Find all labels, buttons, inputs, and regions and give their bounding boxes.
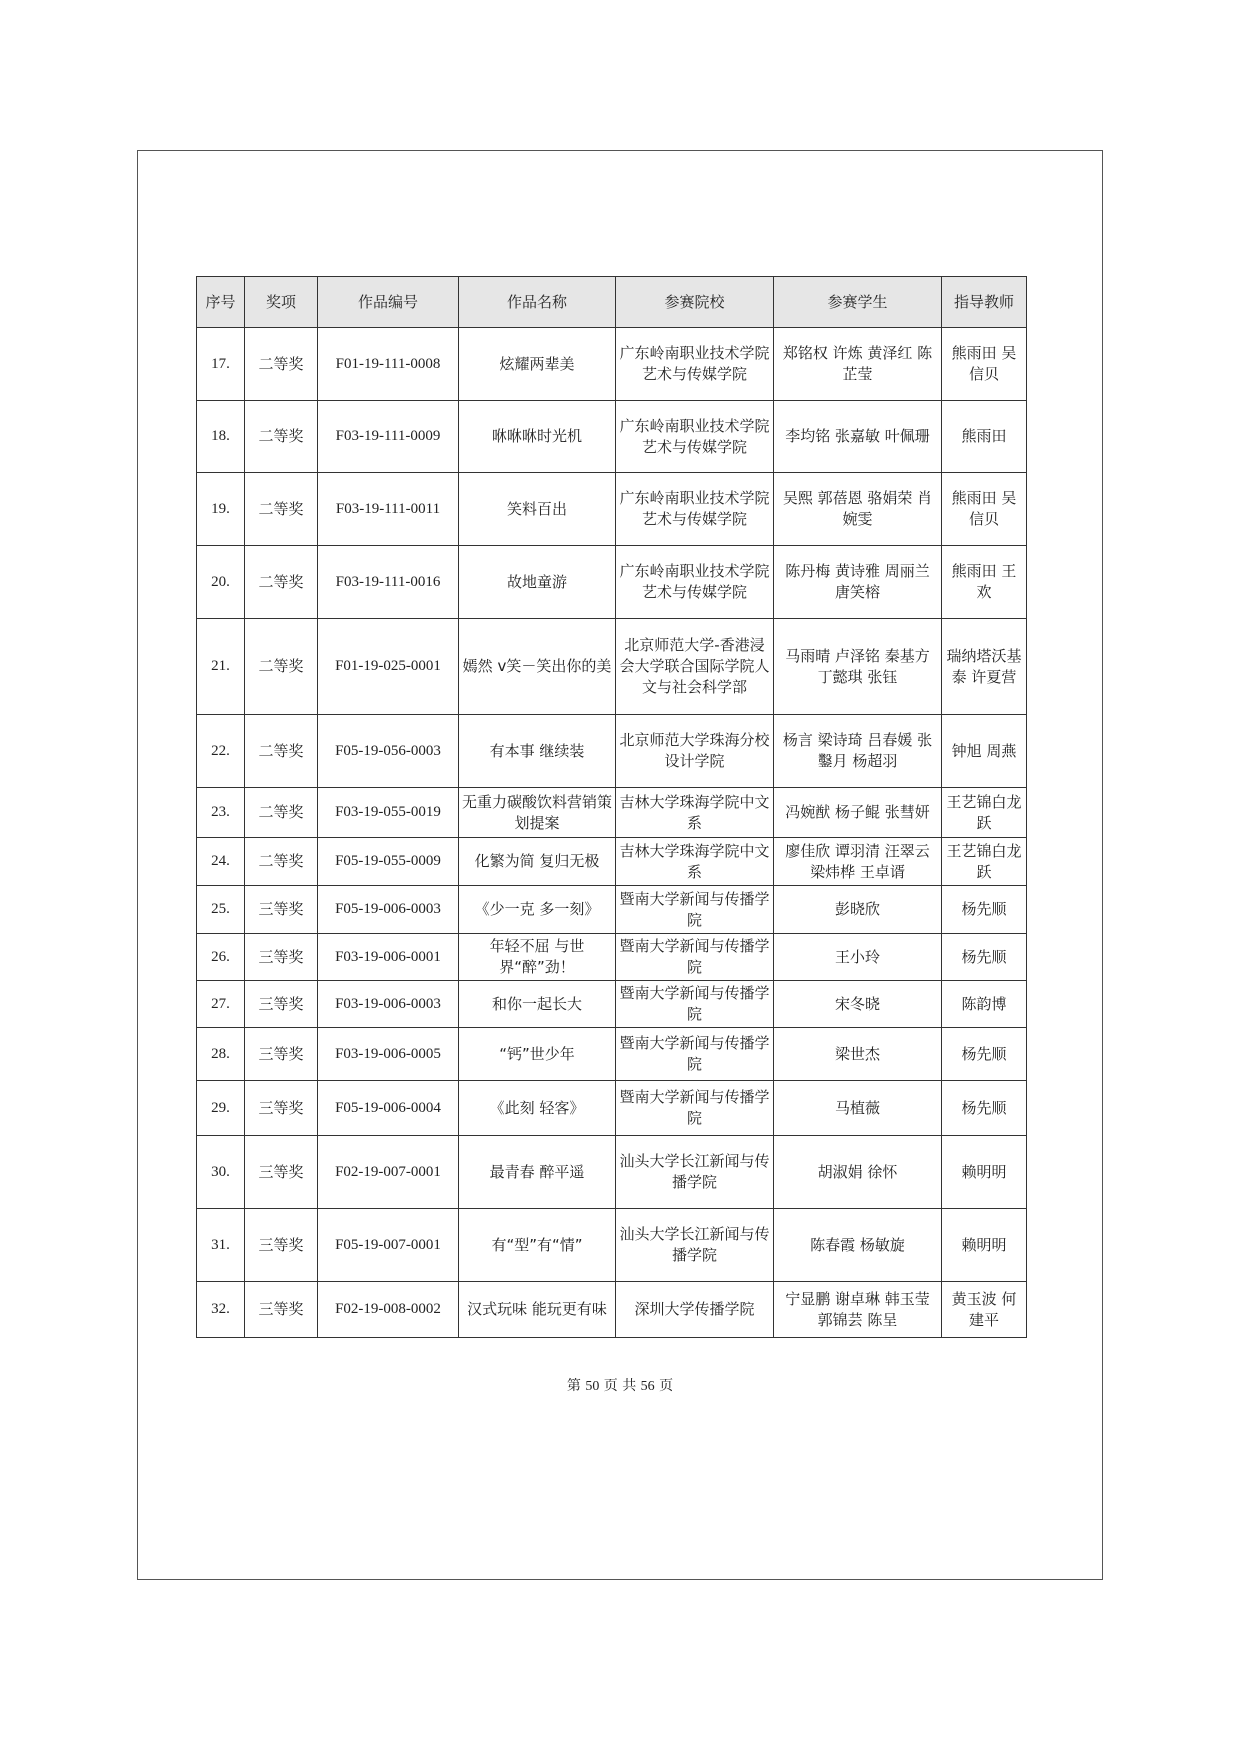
row-students: 宁显鹏 谢卓琳 韩玉莹 郭锦芸 陈呈: [774, 1282, 942, 1338]
row-teacher: 杨先顺: [942, 1081, 1027, 1136]
row-students: 冯婉猷 杨子鲲 张彗妍: [774, 788, 942, 838]
row-award: 三等奖: [245, 1028, 318, 1081]
row-teacher: 熊雨田 吴信贝: [942, 328, 1027, 401]
row-index: 23.: [197, 788, 245, 838]
row-students: 杨言 梁诗琦 吕春媛 张鑿月 杨超羽: [774, 715, 942, 788]
row-code: F03-19-006-0003: [318, 981, 459, 1028]
row-index: 27.: [197, 981, 245, 1028]
awards-table: [196, 276, 1027, 1338]
row-code: F05-19-055-0009: [318, 838, 459, 886]
row-index: 29.: [197, 1081, 245, 1136]
row-index: 18.: [197, 401, 245, 473]
row-award: 三等奖: [245, 1209, 318, 1282]
row-index: 32.: [197, 1282, 245, 1338]
row-title: 有“型”有“情”: [459, 1209, 616, 1282]
table-row: [197, 546, 1027, 619]
table-row: [197, 981, 1027, 1028]
row-students: 马雨晴 卢泽铭 秦基方 丁懿琪 张钰: [774, 619, 942, 715]
row-school: 广东岭南职业技术学院艺术与传媒学院: [616, 546, 774, 619]
header-code: 作品编号: [318, 277, 459, 328]
row-school: 暨南大学新闻与传播学院: [616, 1081, 774, 1136]
row-code: F05-19-006-0003: [318, 886, 459, 934]
row-school: 深圳大学传播学院: [616, 1282, 774, 1338]
row-code: F01-19-111-0008: [318, 328, 459, 401]
footer-total-pages: 56: [640, 1379, 655, 1394]
row-index: 25.: [197, 886, 245, 934]
header-title: 作品名称: [459, 277, 616, 328]
row-index: 21.: [197, 619, 245, 715]
row-school: 暨南大学新闻与传播学院: [616, 886, 774, 934]
row-code: F03-19-055-0019: [318, 788, 459, 838]
row-teacher: 熊雨田: [942, 401, 1027, 473]
row-title: 汉式玩味 能玩更有味: [459, 1282, 616, 1338]
row-school: 北京师范大学珠海分校设计学院: [616, 715, 774, 788]
row-code: F02-19-007-0001: [318, 1136, 459, 1209]
row-title: 有本事 继续装: [459, 715, 616, 788]
row-index: 26.: [197, 934, 245, 981]
table-row: [197, 1028, 1027, 1081]
row-index: 22.: [197, 715, 245, 788]
row-code: F05-19-006-0004: [318, 1081, 459, 1136]
row-students: 梁世杰: [774, 1028, 942, 1081]
row-students: 陈春霞 杨敏旋: [774, 1209, 942, 1282]
row-teacher: 杨先顺: [942, 1028, 1027, 1081]
row-title: 炫耀两辈美: [459, 328, 616, 401]
row-code: F03-19-006-0005: [318, 1028, 459, 1081]
row-teacher: 王艺锦白龙跃: [942, 788, 1027, 838]
table-row: [197, 715, 1027, 788]
row-school: 暨南大学新闻与传播学院: [616, 981, 774, 1028]
table-row: [197, 788, 1027, 838]
row-code: F03-19-006-0001: [318, 934, 459, 981]
table-row: [197, 934, 1027, 981]
row-teacher: 陈韵博: [942, 981, 1027, 1028]
row-teacher: 熊雨田 王欢: [942, 546, 1027, 619]
row-students: 陈丹梅 黄诗雅 周丽兰 唐笑榕: [774, 546, 942, 619]
row-title: 年轻不屈 与世界“醉”劲！: [459, 934, 616, 981]
row-code: F03-19-111-0016: [318, 546, 459, 619]
row-award: 二等奖: [245, 715, 318, 788]
row-award: 二等奖: [245, 838, 318, 886]
row-teacher: 赖明明: [942, 1136, 1027, 1209]
row-teacher: 王艺锦白龙跃: [942, 838, 1027, 886]
row-title: 无重力碳酸饮料营销策划提案: [459, 788, 616, 838]
row-students: 胡淑娟 徐怀: [774, 1136, 942, 1209]
row-code: F05-19-007-0001: [318, 1209, 459, 1282]
row-teacher: 钟旭 周燕: [942, 715, 1027, 788]
header-index: 序号: [197, 277, 245, 328]
row-index: 28.: [197, 1028, 245, 1081]
table-row: [197, 1081, 1027, 1136]
row-school: 广东岭南职业技术学院艺术与传媒学院: [616, 401, 774, 473]
table-row: [197, 838, 1027, 886]
row-school: 暨南大学新闻与传播学院: [616, 1028, 774, 1081]
row-school: 汕头大学长江新闻与传播学院: [616, 1209, 774, 1282]
row-award: 二等奖: [245, 328, 318, 401]
row-title: “钙”世少年: [459, 1028, 616, 1081]
row-award: 二等奖: [245, 619, 318, 715]
row-school: 暨南大学新闻与传播学院: [616, 934, 774, 981]
row-teacher: 赖明明: [942, 1209, 1027, 1282]
row-award: 三等奖: [245, 886, 318, 934]
table-row: [197, 886, 1027, 934]
row-code: F03-19-111-0009: [318, 401, 459, 473]
row-index: 30.: [197, 1136, 245, 1209]
row-title: 嫣然 v笑－笑出你的美: [459, 619, 616, 715]
row-code: F02-19-008-0002: [318, 1282, 459, 1338]
row-title: 《此刻 轻客》: [459, 1081, 616, 1136]
row-code: F05-19-056-0003: [318, 715, 459, 788]
row-index: 19.: [197, 473, 245, 546]
row-school: 北京师范大学-香港浸会大学联合国际学院人文与社会科学部: [616, 619, 774, 715]
row-award: 二等奖: [245, 788, 318, 838]
row-school: 吉林大学珠海学院中文系: [616, 838, 774, 886]
table-row: [197, 473, 1027, 546]
row-award: 三等奖: [245, 981, 318, 1028]
row-school: 广东岭南职业技术学院艺术与传媒学院: [616, 328, 774, 401]
row-students: 宋冬晓: [774, 981, 942, 1028]
table-row: [197, 401, 1027, 473]
row-index: 17.: [197, 328, 245, 401]
row-award: 三等奖: [245, 934, 318, 981]
row-award: 二等奖: [245, 401, 318, 473]
row-title: 故地童游: [459, 546, 616, 619]
row-students: 王小玲: [774, 934, 942, 981]
table-row: [197, 1136, 1027, 1209]
header-teacher: 指导教师: [942, 277, 1027, 328]
row-title: 《少一克 多一刻》: [459, 886, 616, 934]
footer-prefix: 第: [566, 1378, 581, 1394]
row-title: 笑料百出: [459, 473, 616, 546]
footer-page-number: 50: [585, 1379, 600, 1394]
row-students: 彭晓欣: [774, 886, 942, 934]
row-index: 31.: [197, 1209, 245, 1282]
row-title: 化繁为简 复归无极: [459, 838, 616, 886]
row-students: 廖佳欣 谭羽清 汪翠云 梁炜桦 王卓谞: [774, 838, 942, 886]
row-award: 三等奖: [245, 1282, 318, 1338]
page-footer: [0, 1375, 1240, 1395]
header-school: 参赛院校: [616, 277, 774, 328]
header-students: 参赛学生: [774, 277, 942, 328]
row-award: 三等奖: [245, 1136, 318, 1209]
row-index: 20.: [197, 546, 245, 619]
row-students: 马植薇: [774, 1081, 942, 1136]
table-row: [197, 328, 1027, 401]
row-code: F01-19-025-0001: [318, 619, 459, 715]
header-award: 奖项: [245, 277, 318, 328]
row-award: 三等奖: [245, 1081, 318, 1136]
row-teacher: 杨先顺: [942, 886, 1027, 934]
row-teacher: 瑞纳塔沃基泰 许夏营: [942, 619, 1027, 715]
row-students: 李均铭 张嘉敏 叶佩珊: [774, 401, 942, 473]
table-row: [197, 1209, 1027, 1282]
footer-suffix: 页: [659, 1378, 674, 1394]
row-school: 吉林大学珠海学院中文系: [616, 788, 774, 838]
row-award: 二等奖: [245, 546, 318, 619]
table-row: [197, 1282, 1027, 1338]
row-school: 广东岭南职业技术学院艺术与传媒学院: [616, 473, 774, 546]
row-students: 吴熙 郭蓓恩 骆娟荣 肖婉雯: [774, 473, 942, 546]
row-title: 最青春 醉平遥: [459, 1136, 616, 1209]
row-title: 咻咻咻时光机: [459, 401, 616, 473]
table-header-row: [197, 277, 1027, 328]
row-teacher: 黄玉波 何建平: [942, 1282, 1027, 1338]
row-index: 24.: [197, 838, 245, 886]
row-title: 和你一起长大: [459, 981, 616, 1028]
row-award: 二等奖: [245, 473, 318, 546]
row-teacher: 杨先顺: [942, 934, 1027, 981]
row-school: 汕头大学长江新闻与传播学院: [616, 1136, 774, 1209]
row-code: F03-19-111-0011: [318, 473, 459, 546]
row-students: 郑铭权 许炼 黄泽红 陈芷莹: [774, 328, 942, 401]
row-teacher: 熊雨田 吴信贝: [942, 473, 1027, 546]
table-row: [197, 619, 1027, 715]
footer-middle: 页 共: [603, 1378, 637, 1394]
